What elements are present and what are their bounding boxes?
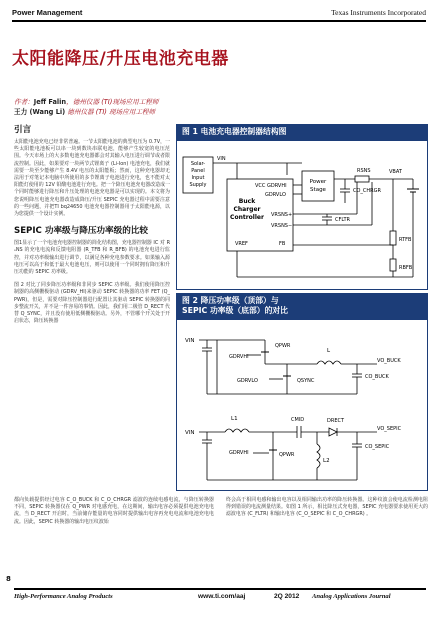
left-column (14, 123, 170, 325)
figure-1-heading: 图 1 电池充电器控制器结构图 (176, 124, 428, 140)
power-stage-label-1: Power (309, 179, 327, 185)
fb-label: FB (279, 241, 286, 247)
buck-gdrvhi-label: GDRVHI (229, 354, 249, 360)
sepic-stage-schematic (185, 416, 402, 480)
sepic-paragraph-1: 图1显示了一个电池充电器控制器的简化结构图，充电器控制器 IC 对 RₛNS 的充电电流和反馈电阻器 (R_TFB 和 R_BFB) 的电池充电进行监控，并对功率级输出进行调节，以满足各种充电参数要求。如果输入源电压可以高于和低于最大电池电压，则可以使用一个同时拥有降压和升压功能的 SEPIC 功率级。 (14, 240, 170, 276)
article-title: 太阳能降压/升压电池充电器 (12, 49, 229, 69)
page-number: 8 (6, 575, 11, 583)
rsns-label: RSNS (357, 168, 371, 174)
intro-heading: 引言 (14, 125, 32, 135)
author-line-1: 作者：Jeff Falin，德州仪器 (TI)现场应用工程师 (14, 98, 159, 106)
footer-rule (14, 588, 426, 590)
figure-2-diagram (176, 319, 428, 491)
cfltr-label: CFLTR (335, 217, 350, 223)
power-stage-label-2: Stage (310, 187, 326, 193)
figure-2-heading: 图 2 降压功率级（顶部）与 SEPIC 功率级（底部）的对比 (176, 293, 428, 319)
vrsns-pos-label: VRSNS+ (271, 212, 293, 218)
buck-cout-label: CO_BUCK (365, 374, 389, 380)
buck-l-label: L (327, 348, 331, 354)
vbat-label: VBAT (389, 169, 402, 175)
solar-label-4: Supply (189, 182, 207, 188)
vrsns-neg-label: VRSNS− (271, 223, 293, 229)
footer-product-line: High-Performance Analog Products (14, 593, 113, 600)
figure-1-diagram (176, 140, 428, 290)
buck-qsync-label: QSYNC (297, 378, 315, 384)
sepic-heading: SEPIC 功率级与降压功率级的比较 (14, 226, 148, 237)
rbfb-label: RBFB (399, 265, 413, 271)
solar-label-3: Input (191, 175, 205, 181)
author-line-2: 王力 (Wang Li) 德州仪器 (TI) 现场应用工程师 (14, 108, 156, 116)
buck-gdrvlo-label: GDRVLO (237, 378, 258, 384)
author-name-2: 王力 (Wang Li) (14, 108, 66, 116)
sepic-cmid-label: CMID (291, 417, 305, 423)
vref-label: VREF (235, 241, 248, 247)
author-name-1: Jeff Falin (33, 98, 67, 106)
sepic-l1-label: L1 (231, 416, 238, 422)
footer-journal: Analog Applications Journal (312, 593, 391, 600)
buck-label-2: Charger (233, 206, 261, 213)
sepic-gdrvhi-label: GDRVHI (229, 450, 249, 456)
rtfb-label: RTFB (399, 237, 412, 243)
intro-paragraph: 太阳能电池充电已经非常普遍。一节太阳能电池的典型电压为 0.7V，一些太阳能电池板可以串一块到数块串联电池，能够产生较宽的电压范围。今天市场上的大多数电池充电器都会对其输入电压进行调节或者限流控制。因此，如果要对一块两节式锂离子 (Li-Ion) 电池充电，我们就需要一块至少能够产生 8.4V 电压的太阳能板；然而，这种充电器却无法用于对笔记本电脑中所使用的多节锂离子电池进行充电，也不能对太阳能灯使用的 12V 铅酸电池进行充电。把一个降压电池充电器改造成一个同时能够进行降压和升压处理的电池充电器是可以实现的。本文将为您说明降压电池充电器改造成降压/升压 SEPIC 充电器过程中需要注意的一些问题，并把TI bq24650 电池充电器控制器用于太阳能电源，以为您提供一个设计实例。 (14, 139, 170, 218)
sepic-vout-label: VO_SEPIC (377, 426, 402, 432)
sepic-qpwr-label: QPWR (279, 452, 295, 458)
bottom-paragraph-left: 都向负载提供经过电容 C_O_BUCK 和 C_O_CHRGR 滤波的连续电感电流，与降压转换器不同，SEPIC 转换器仅在 Q_PWR 对电感充电，在这期间，输出电容必须提供电池充电电流，当 D_RECT 开启时，当前储存能量的电容同时提供输出电容再充电电流和电池充电电流。因此，SEPIC 转换器的输出电压纹波始 (14, 497, 214, 525)
footer-url[interactable]: www.ti.com/aaj (198, 593, 246, 600)
buck-label-1: Buck (238, 198, 256, 205)
vin-label: VIN (217, 156, 226, 162)
bottom-paragraph-right: 终会高于相同电感和输出电容以及相同输出功率的降压转换器。这种纹波会使电流检测电阻得到错误的电流测量结果。如图 1 所示，相比降压式充电器，SEPIC 充电器要求使用更大的滤波电容 (C_FLTR) 和输出电容 (C_O_SEPIC 和 C_O_CHRGR) 。 (226, 497, 428, 518)
buck-vin-label: VIN (185, 338, 195, 344)
running-header-section: Power Management (12, 8, 83, 17)
sepic-cout-label: CO_SEPIC (365, 444, 390, 450)
solar-label-1: Solar- (190, 161, 206, 167)
header-rule (12, 20, 426, 22)
sepic-l2-label: L2 (323, 458, 330, 464)
sepic-vin-label: VIN (185, 430, 195, 436)
sepic-drect-label: DRECT (327, 418, 345, 424)
author-block (14, 97, 158, 117)
running-header-company: Texas Instruments Incorporated (331, 8, 426, 17)
figure-2-svg (177, 320, 427, 490)
buck-stage-schematic (185, 338, 401, 394)
co-chrgr-label: CO_CHRGR (353, 188, 382, 194)
buck-label-3: Controller (230, 214, 264, 221)
sepic-paragraph-2: 图 2 对比了同步降压功率级和非同步 SEPIC 功率级。我们使用降压控制器的高侧栅极驱动 (GDRV_HI)来驱动 SEPIC 转换器的功率 FET (Q_PWR)，但是，需要对降压控制器进行配置让其驱动 SEPIC 转换器的同步整流开关，并不是一件容易的事情。因此，我们用二极管 D_RECT 代替 Q_SYNC，并且没有使用低侧栅极驱动。另外，不管哪个开关处于开启状态，降压转换器 (14, 282, 170, 325)
gdrvlo-label: GDRVLO (265, 192, 286, 198)
buck-vout-label: VO_BUCK (377, 358, 401, 364)
figure-1-svg (177, 141, 427, 289)
footer-issue: 2Q 2012 (274, 593, 300, 600)
buck-qpwr-label: QPWR (275, 343, 291, 349)
solar-label-2: Panel (191, 168, 205, 174)
vcc-gdrvhi-label: VCC GDRVHI (255, 183, 287, 189)
